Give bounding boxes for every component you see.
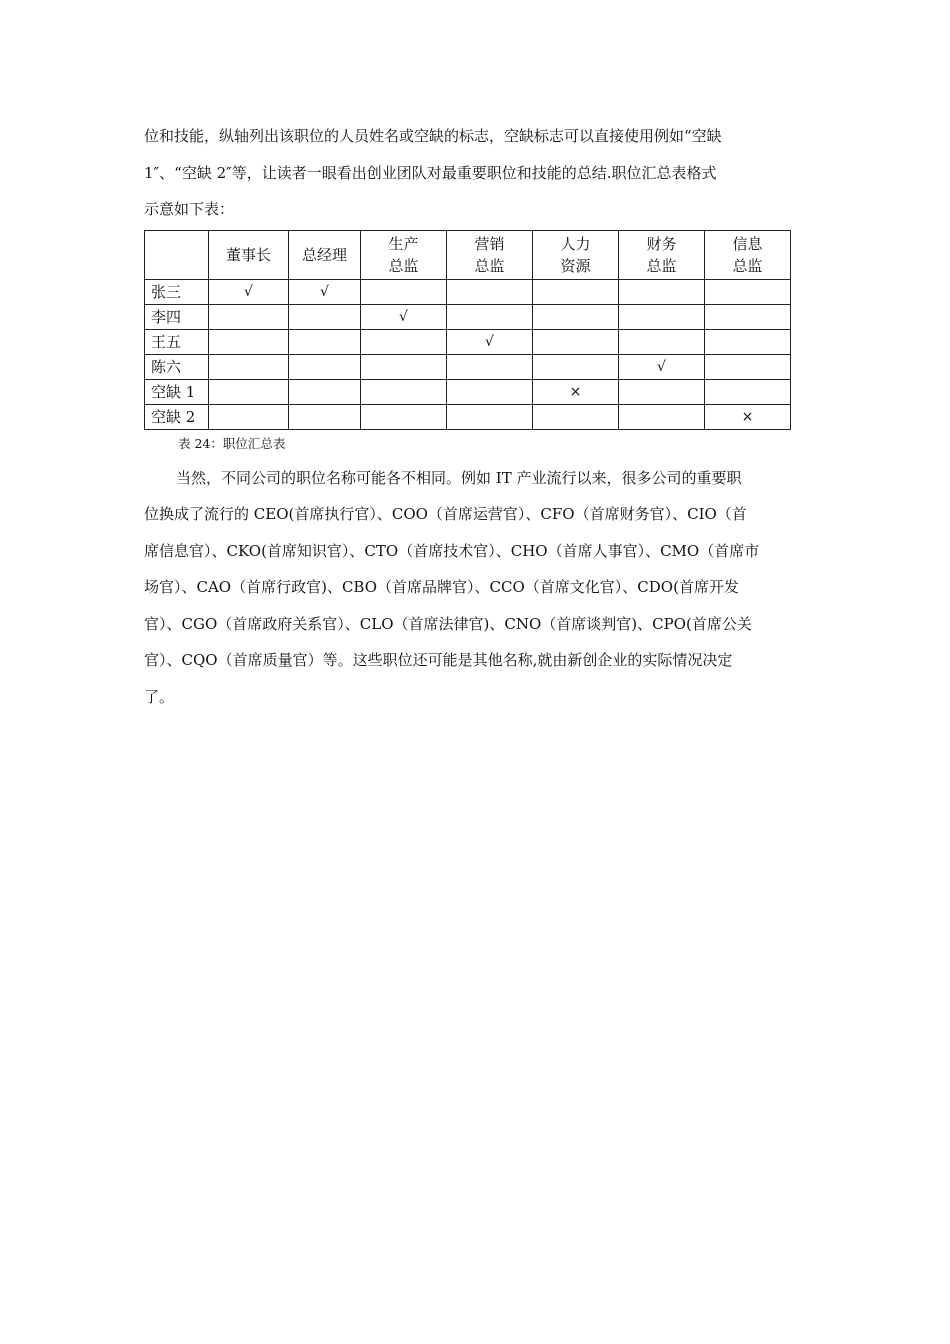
body-line: 了。 <box>144 687 175 706</box>
header-cell: 人力 资源 <box>533 230 619 279</box>
table-cell <box>361 279 447 304</box>
body-line: 当然，不同公司的职位名称可能各不相同。例如 IT 产业流行以来，很多公司的重要职 <box>176 468 742 487</box>
table-cell <box>533 304 619 329</box>
table-cell <box>361 404 447 429</box>
table-cell: × <box>533 379 619 404</box>
table-body <box>145 279 791 429</box>
intro-line: 位和技能，纵轴列出该职位的人员姓名或空缺的标志，空缺标志可以直接使用例如“空缺 <box>144 127 722 145</box>
body-line: 场官）、CAO（首席行政官)、CBO（首席品牌官）、CCO（首席文化官）、CDO(首席开发 <box>144 578 739 596</box>
body-line: 席信息官）、CKO(首席知识官）、CTO（首席技术官）、CHO（首席人事官）、CMO（首席市 <box>144 541 760 560</box>
table-cell: √ <box>447 329 533 354</box>
table-cell <box>209 404 289 429</box>
table-row <box>145 354 791 379</box>
table-cell <box>289 329 361 354</box>
table-cell: √ <box>209 279 289 304</box>
table-cell <box>705 354 791 379</box>
table-cell <box>705 304 791 329</box>
table-cell <box>619 379 705 404</box>
table-cell <box>447 404 533 429</box>
intro-line: 1″、“空缺 2″等，让读者一眼看出创业团队对最重要职位和技能的总结.职位汇总表格式 <box>144 163 717 182</box>
table-header-row <box>145 230 791 279</box>
table-cell <box>533 404 619 429</box>
position-summary-table <box>144 230 791 430</box>
body-line: 官）、CGO（首席政府关系官）、CLO（首席法律官)、CNO（首席谈判官)、CPO(首席公关 <box>144 614 752 633</box>
table-cell <box>289 404 361 429</box>
table-cell <box>705 329 791 354</box>
table-cell: × <box>705 404 791 429</box>
row-name-cell: 空缺 1 <box>145 379 209 404</box>
row-name-cell: 王五 <box>145 329 209 354</box>
table-cell <box>619 404 705 429</box>
table-cell <box>209 329 289 354</box>
row-name-cell: 陈六 <box>145 354 209 379</box>
table-cell <box>289 304 361 329</box>
header-cell: 生产 总监 <box>361 230 447 279</box>
table-cell <box>447 354 533 379</box>
table-cell: √ <box>619 354 705 379</box>
table-cell <box>361 354 447 379</box>
table-cell <box>705 379 791 404</box>
table-cell <box>533 279 619 304</box>
table-caption: 表 24：职位汇总表 <box>178 435 286 451</box>
header-cell: 财务 总监 <box>619 230 705 279</box>
body-paragraph <box>144 460 808 716</box>
table-cell <box>619 304 705 329</box>
table-row <box>145 404 791 429</box>
body-line: 位换成了流行的 CEO(首席执行官）、COO（首席运营官）、CFO（首席财务官）、CIO（首 <box>144 505 747 523</box>
row-name-cell: 空缺 2 <box>145 404 209 429</box>
document-page <box>144 118 808 715</box>
table-row <box>145 279 791 304</box>
header-cell: 营销 总监 <box>447 230 533 279</box>
table-cell <box>619 329 705 354</box>
table-cell <box>705 279 791 304</box>
row-name-cell: 张三 <box>145 279 209 304</box>
table-cell: √ <box>289 279 361 304</box>
table-cell <box>289 354 361 379</box>
intro-line: 示意如下表： <box>144 200 235 218</box>
table-cell <box>533 329 619 354</box>
table-cell <box>209 379 289 404</box>
table-cell <box>447 279 533 304</box>
header-cell <box>145 230 209 279</box>
table-cell <box>447 379 533 404</box>
table-cell <box>447 304 533 329</box>
table-cell <box>361 329 447 354</box>
table-row <box>145 379 791 404</box>
table-cell <box>533 354 619 379</box>
body-line: 官）、CQO（首席质量官）等。这些职位还可能是其他名称,就由新创企业的实际情况决定 <box>144 651 733 669</box>
header-cell: 信息 总监 <box>705 230 791 279</box>
intro-paragraph <box>144 118 808 228</box>
table-cell <box>209 304 289 329</box>
row-name-cell: 李四 <box>145 304 209 329</box>
table-cell <box>619 279 705 304</box>
table-row <box>145 329 791 354</box>
table-row <box>145 304 791 329</box>
header-cell: 董事长 <box>209 230 289 279</box>
table-cell: √ <box>361 304 447 329</box>
table-cell <box>209 354 289 379</box>
table-cell <box>361 379 447 404</box>
header-cell: 总经理 <box>289 230 361 279</box>
table-cell <box>289 379 361 404</box>
